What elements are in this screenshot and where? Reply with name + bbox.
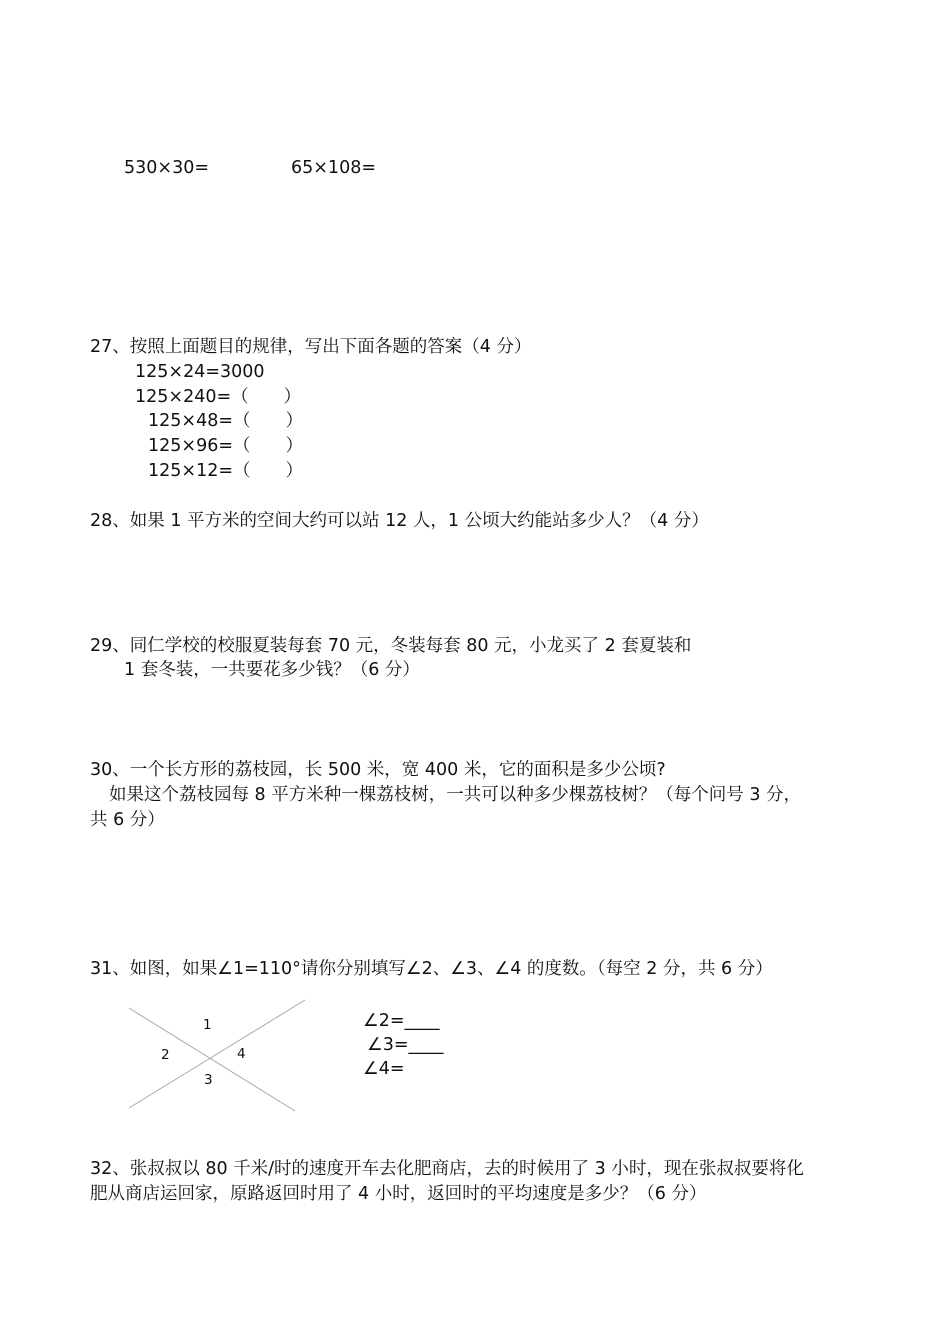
question-29-line-1: 29、同仁学校的校服夏装每套 70 元，冬装每套 80 元，小龙买了 2 套夏装和 (90, 636, 692, 656)
intersecting-lines-diagram (125, 995, 310, 1115)
question-30-line-1: 30、一个长方形的荔枝园，长 500 米，宽 400 米，它的面积是多少公顷? (90, 760, 666, 780)
angle-label-2: 2 (161, 1047, 170, 1063)
answer-angle-3: ∠3=____ (367, 1035, 444, 1055)
angle-label-1: 1 (203, 1017, 212, 1033)
question-30-line-2: 如果这个荔枝园每 8 平方米种一棵荔枝树，一共可以种多少棵荔枝树？（每个问号 3 分， (109, 785, 802, 805)
q27-line-3: 125×96=（ ） (148, 436, 303, 456)
question-32-line-1: 32、张叔叔以 80 千米/时的速度开车去化肥商店，去的时候用了 3 小时，现在张叔叔要将化 (90, 1159, 804, 1179)
answer-angle-4: ∠4= (363, 1059, 405, 1079)
question-31: 31、如图，如果∠1=110°请你分别填写∠2、∠3、∠4 的度数。（每空 2 分，共 6 分） (90, 959, 773, 979)
question-29-line-2: 1 套冬装，一共要花多少钱？（6 分） (124, 660, 420, 680)
angle-label-3: 3 (204, 1072, 213, 1088)
question-27-title: 27、按照上面题目的规律，写出下面各题的答案（4 分） (90, 337, 532, 357)
q27-example: 125×24=3000 (135, 362, 265, 382)
question-30-line-3: 共 6 分） (90, 810, 165, 830)
expression-530x30: 530×30= (124, 158, 209, 178)
line-b (129, 1000, 305, 1108)
q27-line-1: 125×240=（ ） (135, 387, 302, 407)
line-a (129, 1008, 295, 1111)
question-28: 28、如果 1 平方米的空间大约可以站 12 人，1 公顷大约能站多少人？（4 分） (90, 511, 709, 531)
q27-line-4: 125×12=（ ） (148, 461, 303, 481)
intersecting-lines-svg (125, 995, 310, 1115)
expression-65x108: 65×108= (291, 158, 376, 178)
question-32-line-2: 肥从商店运回家，原路返回时用了 4 小时，返回时的平均速度是多少？（6 分） (90, 1184, 707, 1204)
answer-angle-2: ∠2=____ (363, 1011, 440, 1031)
angle-label-4: 4 (237, 1046, 246, 1062)
q27-line-2: 125×48=（ ） (148, 411, 303, 431)
